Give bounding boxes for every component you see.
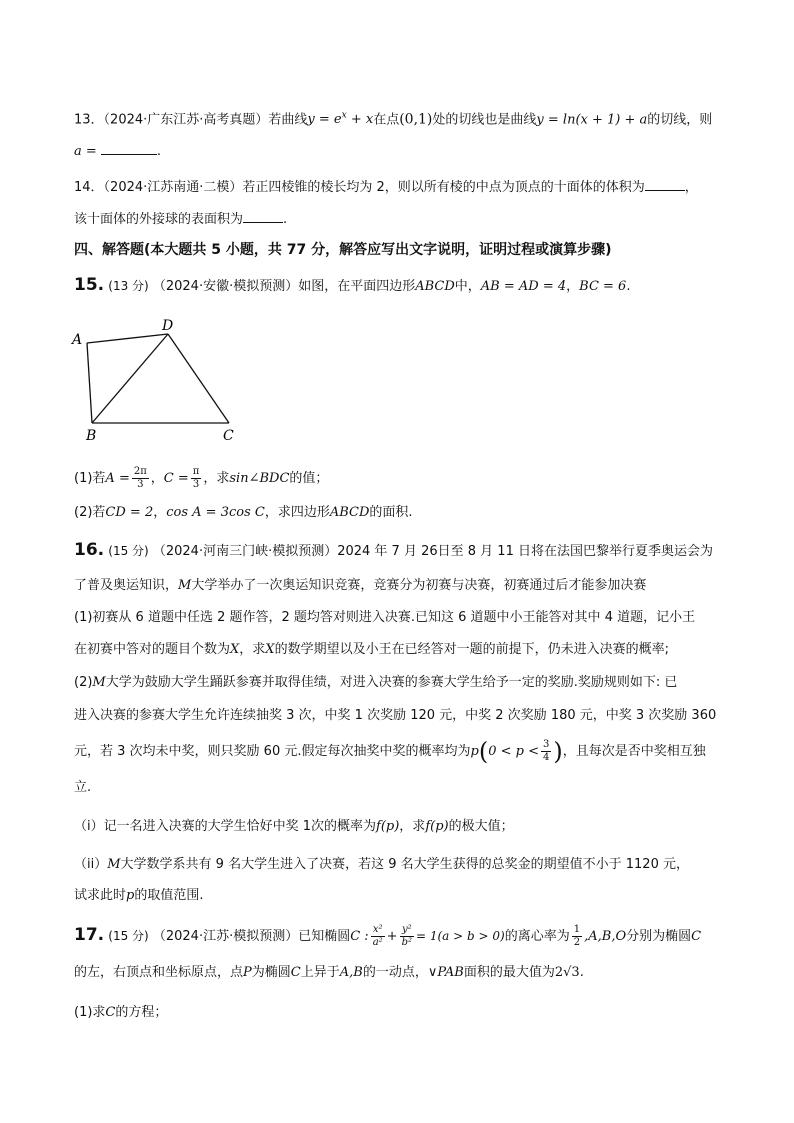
q17-part1: (1)求C的方程； <box>74 1005 168 1020</box>
q14-text: 14．（2024·江苏南通·二模）若正四棱锥的棱长均为 2，则以所有棱的中点为顶点的十面体的体积为 <box>74 180 645 195</box>
q13-line2: a = . <box>74 144 162 159</box>
edge-DC <box>168 334 229 423</box>
label-D: D <box>162 318 174 334</box>
q13-answer-blank[interactable] <box>101 142 157 155</box>
q13-text-d: 的切线，则 <box>647 112 713 128</box>
q13-a-label: a = <box>74 144 97 159</box>
label-C: C <box>223 428 234 444</box>
q15-stem: 15. (13 分) （2024·安徽·模拟预测）如图，在平面四边形ABCD中，AB = AD = 4，BC = 6. <box>74 275 631 295</box>
fraction-1-2: $\frac{1}{2}$ <box>573 924 581 948</box>
q13-text-c: 处的切线也是曲线 <box>432 112 537 128</box>
q16-part1-line1: (1)初赛从 6 道题中任选 2 题作答，2 题均答对则进入决赛.已知这 6 道题中小王能答对其中 4 道题，记小王 <box>74 610 696 625</box>
fraction-y2-b2: $\frac{\text{y²}}{\text{b²}}$ <box>401 924 412 948</box>
label-A: A <box>72 332 83 348</box>
q16-score: (15 分) <box>108 544 149 558</box>
q16-part1-line2: 在初赛中答对的题目个数为X，求X的数学期望以及小王在已经答对一题的前提下，仍未进入决赛的概率; <box>74 642 669 657</box>
q13-curve2: y = ln(x + 1) + a <box>536 112 648 128</box>
edge-AB <box>87 343 92 423</box>
q16-sub-ii-line1: （ii）M大学数学系共有 9 名大学生进入了决赛，若这 9 名大学生获得的总奖金的期望值不小于 1120 元， <box>74 857 689 872</box>
q15-number: 15. <box>74 275 105 295</box>
q15-part1: (1)若A = $\frac{2\pi}{3}$ ，C = $\frac{\pi}{3}$ ，求sin∠BDC的值； <box>74 466 329 490</box>
q14-text2: 该十面体的外接球的表面积为 <box>74 212 244 227</box>
q14-blank-volume[interactable] <box>645 178 685 191</box>
q16-part2-line4: 立. <box>74 780 92 795</box>
q16-stem-line2: 了普及奥运知识，M大学举办了一次奥运知识竞赛，竞赛分为初赛与决赛，初赛通过后才能参加决赛 <box>74 578 647 593</box>
q17-stem-line1: 17. (15 分) （2024·江苏·模拟预测）已知椭圆C : $\frac{\text{x²}}{\text{a²}}$ + $\frac{\text{y²}}{\text{b²}}$ = 1(a > b > 0)的离心率为 $\frac{1}{2}$ ,A,B,O分别为椭圆C <box>74 924 702 948</box>
fraction-x2-a2: $\frac{\text{x²}}{\text{a²}}$ <box>372 924 383 948</box>
quadrilateral-figure <box>70 316 250 446</box>
q14-blank-area[interactable] <box>243 210 283 223</box>
fraction-pi-3: $\frac{\pi}{3}$ <box>192 466 200 490</box>
section-heading: 四、解答题(本大题共 5 小题，共 77 分，解答应写出文字说明，证明过程或演算步骤) <box>74 242 612 258</box>
q16-stem-line1: 16. (15 分) （2024·河南三门峡·模拟预测）2024 年 7 月 26日至 8 月 11 日将在法国巴黎举行夏季奥运会为 <box>74 540 713 560</box>
q17-number: 17. <box>74 925 105 945</box>
q13-text-b: 在点 <box>373 112 400 128</box>
label-B: B <box>86 428 97 444</box>
edge-BD <box>92 334 168 423</box>
q13-text-a: 13．（2024·广东江苏·高考真题）若曲线 <box>74 112 308 128</box>
q13-curve1: $y = e^x + x$ <box>307 111 374 128</box>
q16-part2-line3: 元，若 3 次均未中奖，则只奖励 60 元.假定每次抽奖中奖的概率均为p(0 < p < $\frac{3}{4}$ )，且每次是否中奖相互独 <box>74 737 706 766</box>
q16-part2-line1: (2)M大学为鼓励大学生踊跃参赛并取得佳绩，对进入决赛的参赛大学生给予一定的奖励.奖励规则如下: 已 <box>74 675 678 690</box>
q16-sub-ii-line2: 试求此时p的取值范围. <box>74 888 204 903</box>
q17-score: (15 分) <box>108 929 149 943</box>
fraction-2pi-3: $\frac{2\pi}{3}$ <box>133 466 147 490</box>
q14-line2: 该十面体的外接球的表面积为 . <box>74 212 288 227</box>
q15-score: (13 分) <box>108 279 149 293</box>
q16-part2-line2: 进入决赛的参赛大学生允许连续抽奖 3 次，中奖 1 次奖励 120 元，中奖 2 次奖励 180 元，中奖 3 次奖励 360 <box>74 708 717 723</box>
fraction-3-4: $\frac{3}{4}$ <box>542 739 550 763</box>
q17-stem-line2: 的左，右顶点和坐标原点，点P为椭圆C上异于A,B的一动点，∨PAB面积的最大值为2√3. <box>74 965 584 980</box>
q13-line1 <box>74 106 712 130</box>
q16-sub-i: （i）记一名进入决赛的大学生恰好中奖 1次的概率为f(p)，求f(p)的极大值； <box>74 819 514 834</box>
edge-AD <box>87 334 168 343</box>
q15-part2: (2)若CD = 2，cos A = 3cos C，求四边形ABCD的面积. <box>74 505 413 520</box>
q16-number: 16. <box>74 540 105 560</box>
q13-point: (0,1) <box>399 111 433 128</box>
q14-line1: 14．（2024·江苏南通·二模）若正四棱锥的棱长均为 2，则以所有棱的中点为顶点的十面体的体积为 ， <box>74 180 698 195</box>
